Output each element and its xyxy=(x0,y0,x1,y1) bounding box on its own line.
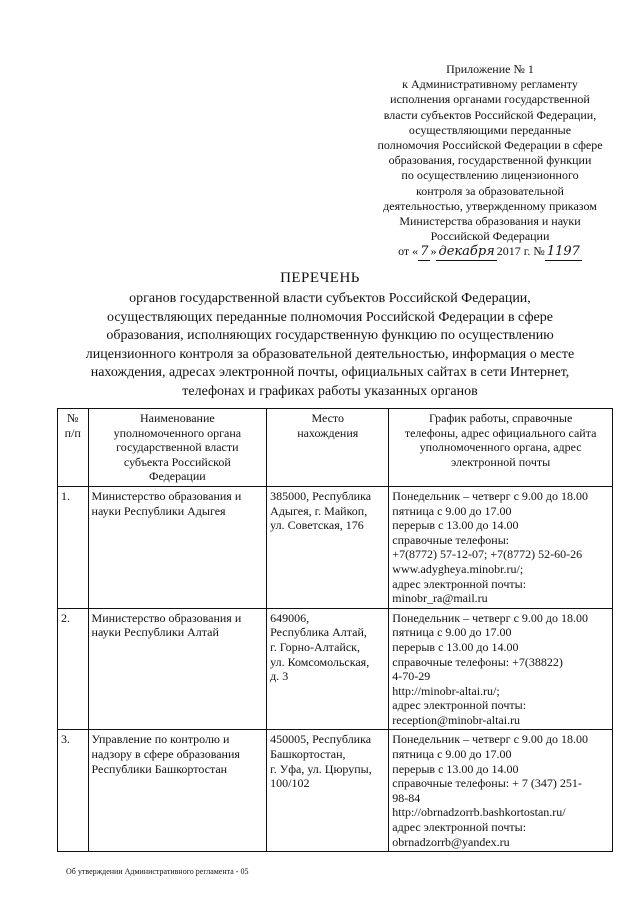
website-link[interactable]: www.adygheya.minobr.ru/; xyxy=(392,561,524,576)
cell-line: 385000, Республика xyxy=(270,488,372,503)
cell-line: 100/102 xyxy=(270,776,310,791)
cell-line: ул. Советская, 176 xyxy=(270,518,364,533)
cell-line: Республика Алтай, xyxy=(270,625,367,640)
table-row xyxy=(58,486,613,608)
cell-line: Понедельник – четверг с 9.00 до 18.00 xyxy=(392,732,588,747)
header-line: нахождения xyxy=(297,425,359,440)
cell-line: пятница с 9.00 до 17.00 xyxy=(392,625,512,640)
cell-line: Министерство образования и xyxy=(91,488,242,503)
cell-line: науки Республики Алтай xyxy=(91,625,219,640)
appendix-line: Российской Федерации xyxy=(430,229,550,244)
cell-line: 4-70-29 xyxy=(392,669,431,684)
appendix-line: к Административному регламенту xyxy=(402,77,578,92)
cell-line: перерыв с 13.00 до 14.00 xyxy=(392,518,519,533)
order-day-handwritten: 7 xyxy=(420,244,429,260)
cell-line: д. 3 xyxy=(270,669,289,684)
header-line: электронной почты xyxy=(451,454,551,469)
order-reference xyxy=(340,244,640,260)
cell-line: справочные телефоны: +7(38822) xyxy=(392,654,563,669)
row-location xyxy=(267,730,389,852)
cell-line: справочные телефоны: + 7 (347) 251- xyxy=(392,776,582,791)
row-num: 2. xyxy=(58,608,89,730)
document-title: ПЕРЕЧЕНЬ xyxy=(280,270,360,286)
cell-line: Управление по контролю и xyxy=(91,732,230,747)
row-location xyxy=(267,486,389,608)
header-location xyxy=(267,409,389,487)
cell-line: Понедельник – четверг с 9.00 до 18.00 xyxy=(392,488,588,503)
email-link[interactable]: minobr_ra@mail.ru xyxy=(392,591,488,606)
header-line: телефоны, адрес официального сайта xyxy=(404,425,597,440)
header-schedule xyxy=(389,409,613,487)
subtitle-line: лицензионного контроля за образовательной деятельностью, информация о месте xyxy=(85,346,575,362)
appendix-line: деятельностью, утвержденному приказом xyxy=(383,198,597,213)
cell-line: перерыв с 13.00 до 14.00 xyxy=(392,761,519,776)
header-line: уполномоченного органа xyxy=(113,425,242,440)
header-line: График работы, справочные xyxy=(428,411,573,425)
cell-line: адрес электронной почты: xyxy=(392,576,527,591)
order-mid: » xyxy=(430,244,437,259)
cell-line: г. Уфа, ул. Цюрупы, xyxy=(270,761,372,776)
cell-line: пятница с 9.00 до 17.00 xyxy=(392,747,512,762)
table-row xyxy=(58,730,613,852)
subtitle-line: осуществляющих переданные полномочия Российской Федерации в сфере xyxy=(107,309,553,325)
cell-line: адрес электронной почты: xyxy=(392,820,527,835)
row-num: 1. xyxy=(58,486,89,608)
cell-line: перерыв с 13.00 до 14.00 xyxy=(392,639,519,654)
header-line: Место xyxy=(311,411,344,425)
header-line: Наименование xyxy=(139,411,215,425)
row-name xyxy=(88,608,267,730)
website-link[interactable]: http://obrnadzorrb.bashkortostan.ru/ xyxy=(392,805,566,820)
cell-line: пятница с 9.00 до 17.00 xyxy=(392,503,512,518)
cell-line: адрес электронной почты: xyxy=(392,698,527,713)
row-num: 3. xyxy=(58,730,89,852)
header-num xyxy=(58,409,89,487)
order-year: 2017 г. № xyxy=(496,244,545,259)
subtitle-line: образования, исполняющих государственную функцию по осуществлению xyxy=(106,328,554,344)
cell-line: справочные телефоны: xyxy=(392,532,510,547)
email-link[interactable]: reception@minobr-altai.ru xyxy=(392,712,521,727)
cell-line: Башкортостан, xyxy=(270,747,346,762)
cell-line: 98-84 xyxy=(392,790,421,805)
cell-line: +7(8772) 57-12-07; +7(8772) 52-60-26 xyxy=(392,547,583,562)
cell-line: надзору в сфере образования xyxy=(91,747,240,762)
cell-line: г. Горно-Алтайск, xyxy=(270,639,360,654)
appendix-line: образования, государственной функции xyxy=(388,153,592,168)
cell-line: Республики Башкортостан xyxy=(91,761,228,776)
cell-line: Адыгея, г. Майкоп, xyxy=(270,503,368,518)
appendix-header xyxy=(340,62,640,261)
order-number-handwritten: 1197 xyxy=(546,244,580,260)
row-schedule xyxy=(389,608,613,730)
row-location xyxy=(267,608,389,730)
header-name xyxy=(88,409,267,487)
row-schedule xyxy=(389,486,613,608)
header-line: государственной власти xyxy=(116,440,239,455)
cell-line: 450005, Республика xyxy=(270,732,372,747)
order-prefix: от « xyxy=(398,244,419,259)
document-subtitle xyxy=(40,290,620,402)
subtitle-line: нахождения, адресах электронной почты, официальных сайтах в сети Интернет, xyxy=(90,365,570,381)
header-line: уполномоченного органа, адрес xyxy=(419,440,582,455)
cell-line: 649006, xyxy=(270,610,310,625)
header-line: № xyxy=(67,411,79,425)
order-month-handwritten: декабря xyxy=(438,244,495,260)
appendix-line: Приложение № 1 xyxy=(446,62,534,76)
appendix-line: исполнения органами государственной xyxy=(390,92,590,107)
page-footer: Об утверждении Административного регламента - 05 xyxy=(66,867,249,876)
cell-line: Понедельник – четверг с 9.00 до 18.00 xyxy=(392,610,588,625)
email-link[interactable]: obrnadzorrb@yandex.ru xyxy=(392,834,510,849)
appendix-line: полномочия Российской Федерации в сфере xyxy=(377,138,603,153)
appendix-line: осуществляющими переданные xyxy=(408,122,572,137)
table-header-row xyxy=(58,409,613,487)
row-name xyxy=(88,486,267,608)
subtitle-line: органов государственной власти субъектов Российской Федерации, xyxy=(129,291,531,306)
authorities-table xyxy=(57,408,613,852)
appendix-line: по осуществлению лицензионного xyxy=(401,168,579,183)
subtitle-line: телефонах и графиках работы указанных органов xyxy=(182,383,478,399)
appendix-line: контроля за образовательной xyxy=(416,183,564,198)
appendix-line: власти субъектов Российской Федерации, xyxy=(383,107,597,122)
website-link[interactable]: http://minobr-altai.ru/; xyxy=(392,683,500,698)
cell-line: Министерство образования и xyxy=(91,610,242,625)
header-line: п/п xyxy=(64,425,81,440)
table-row xyxy=(58,608,613,730)
header-line: Федерации xyxy=(149,469,206,484)
header-line: субъекта Российской xyxy=(123,454,231,469)
cell-line: ул. Комсомольская, xyxy=(270,654,370,669)
row-schedule xyxy=(389,730,613,852)
cell-line: науки Республики Адыгея xyxy=(91,503,226,518)
row-name xyxy=(88,730,267,852)
appendix-line: Министерства образования и науки xyxy=(399,214,581,229)
